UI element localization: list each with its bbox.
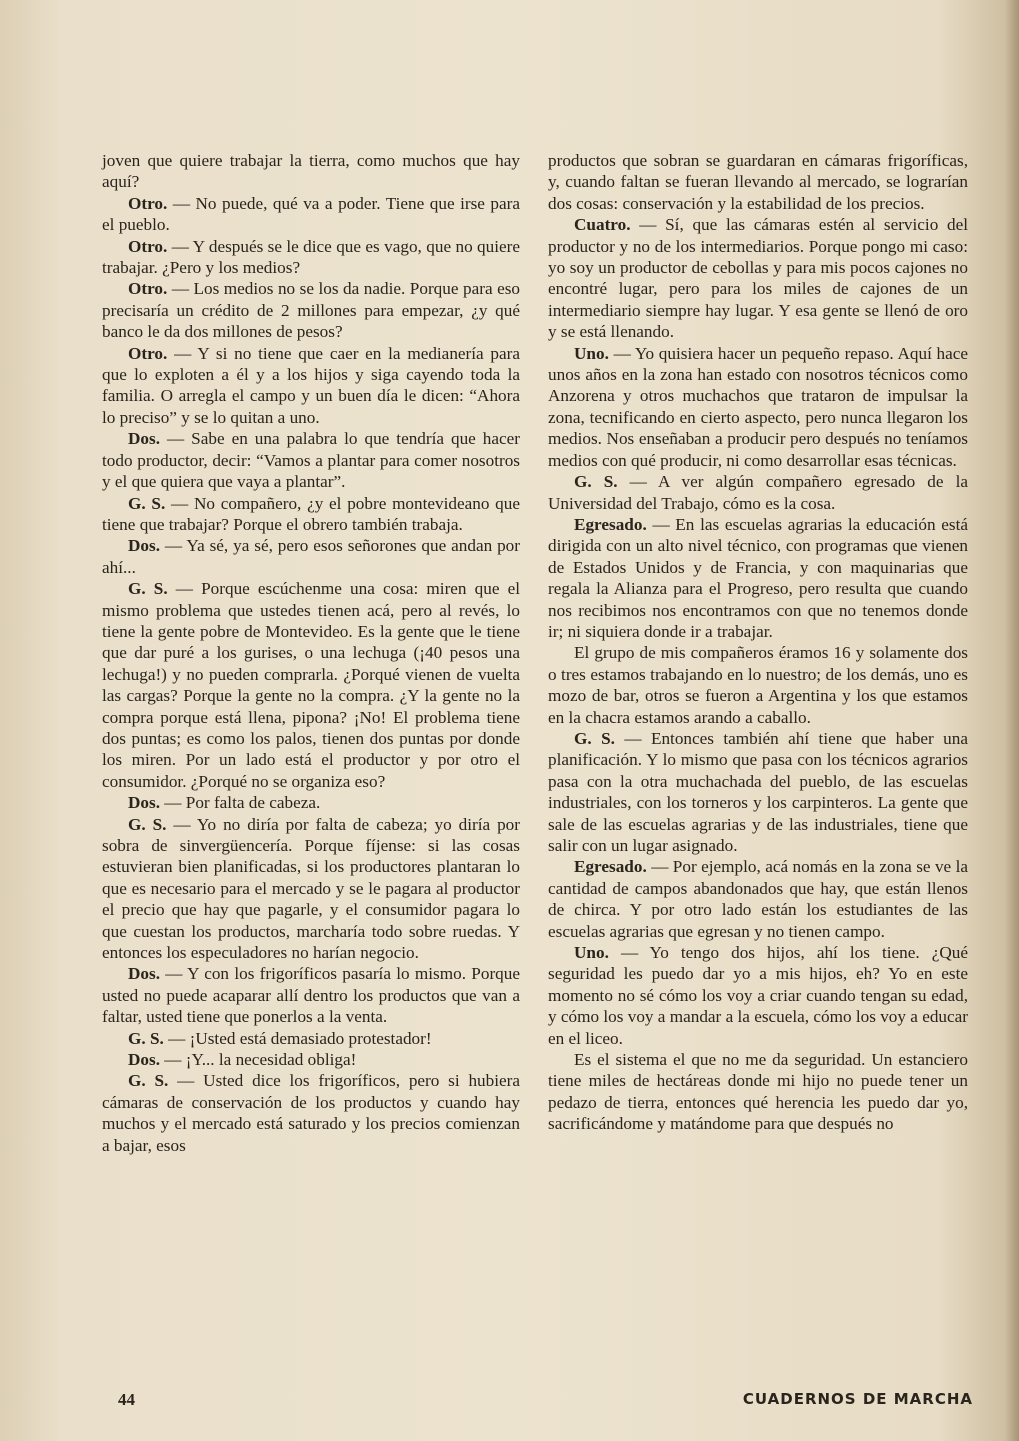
speaker-label: G. S. [128, 1071, 169, 1091]
paragraph-text: — Yo tengo dos hijos, ahí los tiene. ¿Qué seguridad les puedo dar yo a mis hijos, eh? Yo en este momento no sé cómo los voy a criar cuando tengan su edad, y cómo los voy a mandar a la escuela, cómo los voy a educar en el liceo. [548, 943, 969, 1048]
speaker-label: Egresado. [574, 857, 647, 877]
speaker-label: G. S. [128, 579, 168, 599]
speaker-label: Uno. [574, 943, 609, 963]
paragraph-text: — No puede, qué va a poder. Tiene que irse para el pueblo. [102, 193, 520, 235]
speaker-label: Dos. [128, 429, 160, 449]
paragraph-text: — Y con los frigoríficos pasaría lo mismo. Porque usted no puede acaparar allí dentro los productos que van a faltar, usted tiene que ponerlos a la venta. [102, 964, 520, 1027]
speaker-label: Dos. [128, 536, 160, 556]
dialogue-paragraph [102, 493, 520, 536]
paragraph-text: — ¡Y... la necesidad obliga! [164, 1050, 357, 1070]
paragraph-text: — Y después se le dice que es vago, que no quiere trabajar. ¿Pero y los medios? [102, 236, 521, 278]
dialogue-paragraph [102, 1049, 520, 1070]
paragraph-text: — Sí, que las cámaras estén al servicio del productor y no de los intermediarios. Porque pongo mi caso: yo soy un productor de cebollas y para mis pocos cajones no encontré lugar, pero para los miles de cajones de un intermediario siempre hay lugar. Y esa gente se llenó de oro y se está llenando. [548, 215, 969, 342]
dialogue-paragraph [102, 428, 520, 492]
speaker-label: G. S. [128, 493, 166, 513]
speaker-label: Otro. [128, 343, 168, 363]
page-footer [0, 1390, 1019, 1414]
speaker-label: Otro. [128, 279, 168, 299]
dialogue-paragraph [102, 963, 520, 1027]
paragraph-text: Es el sistema el que no me da seguridad. Un estanciero tiene miles de hectáreas donde mi hijo no puede tener un pedazo de tierra, entonces qué herencia les puedo dar yo, sacrificándome y matándome para que después no [548, 1050, 968, 1134]
dialogue-paragraph [548, 728, 968, 856]
speaker-label: G. S. [128, 814, 167, 834]
speaker-label: Dos. [128, 964, 160, 984]
dialogue-paragraph [102, 150, 520, 193]
paragraph-text: — Ya sé, ya sé, pero esos señorones que andan por ahí... [102, 536, 520, 577]
dialogue-paragraph [548, 150, 968, 214]
page-number: 44 [118, 1390, 135, 1409]
dialogue-paragraph [102, 792, 520, 813]
left-column [102, 150, 520, 1156]
dialogue-paragraph [102, 236, 520, 279]
dialogue-paragraph [102, 814, 520, 964]
dialogue-paragraph [548, 343, 968, 471]
paragraph-text: productos que sobran se guardaran en cámaras frigoríficas, y, cuando faltan se fueran llevando al mercado, se lograrían dos cosas: conservación y la estabilidad de los precios. [548, 151, 968, 213]
speaker-label: Cuatro. [574, 215, 631, 235]
paragraph-text: — Usted dice los frigoríficos, pero si hubiera cámaras de conservación de los productos y cuando hay muchos y el mercado está saturado y los precios comienzan a bajar, esos [102, 1071, 520, 1155]
paragraph-text: — A ver algún compañero egresado de la Universidad del Trabajo, cómo es la cosa. [548, 472, 968, 513]
dialogue-paragraph [548, 514, 968, 642]
right-column [548, 150, 968, 1135]
paragraph-text: — Porque escúchenme una cosa: miren que el mismo problema que ustedes tienen acá, pero al revés, lo tiene la gente pobre de Montevideo. Es la gente que le tiene que dar puré a los gurises, o una lechuga (¡40 pesos una lechuga!) y no pueden comprarla. ¿Porqué vienen de vuelta las cargas? Porque la gente no la compra. ¿Y la gente no la compra porque está llena, pipona? ¡No! El problema tiene dos puntas; es como los palos, tienen dos puntas por donde los miren. Por un lado está el productor y por otro el consumidor. ¿Porqué no se organiza eso? [102, 579, 520, 791]
dialogue-paragraph [548, 642, 968, 728]
dialogue-paragraph [102, 193, 520, 236]
dialogue-paragraph [548, 942, 968, 1049]
dialogue-paragraph [548, 856, 968, 942]
dialogue-paragraph [102, 578, 520, 792]
speaker-label: Egresado. [574, 514, 647, 534]
paragraph-text: — Yo quisiera hacer un pequeño repaso. Aquí hace unos años en la zona han estado con nosotros técnicos como Anzorena y otros muchachos que trataron de impulsar la zona, tecnificando en cierto aspecto, pero nunca llegaron los medios. Nos enseñaban a producir pero después no teníamos medios con qué producir, ni como desarrollar esas técnicas. [548, 343, 969, 470]
paragraph-text: El grupo de mis compañeros éramos 16 y solamente dos o tres estamos trabajando en lo nuestro; de los demás, uno es mozo de bar, otros se fueron a Argentina y los que estamos en la chacra estamos arando a caballo. [548, 643, 968, 727]
dialogue-paragraph [548, 1049, 968, 1135]
dialogue-paragraph [102, 1070, 520, 1156]
dialogue-paragraph [102, 535, 520, 578]
magazine-title: CUADERNOS DE MARCHA [742, 1390, 973, 1408]
dialogue-paragraph [548, 471, 968, 514]
dialogue-paragraph [102, 278, 520, 342]
paragraph-text: — En las escuelas agrarias la educación está dirigida con un alto nivel técnico, con programas que vienen de Estados Unidos y de Francia, y con maquinarias que regala la Alianza para el Progreso, pero resulta que cuando nos recibimos nos encontramos con que no tenemos donde ir; ni siquiera donde ir a trabajar. [548, 514, 968, 641]
speaker-label: Otro. [128, 193, 168, 213]
speaker-label: Uno. [574, 343, 609, 363]
paragraph-text: — Sabe en una palabra lo que tendría que hacer todo productor, decir: “Vamos a plantar para comer nosotros y el que quiera que vaya a plantar”. [102, 429, 521, 492]
speaker-label: Dos. [128, 793, 160, 813]
paragraph-text: — Y si no tiene que caer en la medianería para que lo exploten a él y a los hijos y siga cayendo toda la familia. O arregla el campo y un buen día le dicen: “Ahora lo preciso” y se lo quitan a uno. [102, 343, 520, 427]
speaker-label: Dos. [128, 1050, 160, 1070]
paragraph-text: joven que quiere trabajar la tierra, como muchos que hay aquí? [102, 151, 520, 192]
paragraph-text: — Entonces también ahí tiene que haber una planificación. Y lo mismo que pasa con los técnicos agrarios pasa con la otra muchachada del pueblo, de las escuelas industriales, con los torneros y los carpinteros. La gente que sale de las escuelas agrarias y de las industriales, tiene que salir con un lugar asignado. [548, 728, 968, 855]
speaker-label: G. S. [574, 728, 615, 748]
paragraph-text: — Yo no diría por falta de cabeza; yo diría por sobra de sinvergüencería. Porque fíjense: si las cosas estuvieran bien planificadas, si los productores plantaran lo que es necesario para el mercado y se le pagara al productor el precio que hay que pagarle, y el consumidor pagara lo que cuestan los productos, marcharía todo sobre ruedas. Y entonces los especuladores no harían negocio. [102, 814, 520, 963]
paragraph-text: — Por ejemplo, acá nomás en la zona se ve la cantidad de campos abandonados que hay, que están llenos de chirca. Y por otro lado están los estudiantes de las escuelas agrarias que egresan y no tienen campo. [548, 857, 969, 941]
dialogue-paragraph [102, 343, 520, 429]
paragraph-text: — Los medios no se los da nadie. Porque para eso precisaría un crédito de 2 millones para empezar, ¿y qué banco le da dos millones de pesos? [102, 279, 520, 342]
dialogue-paragraph [102, 1028, 520, 1049]
speaker-label: Otro. [128, 236, 168, 256]
speaker-label: G. S. [128, 1028, 164, 1048]
paragraph-text: — Por falta de cabeza. [164, 793, 321, 813]
page-edge-shadow [1005, 0, 1019, 1441]
paragraph-text: — ¡Usted está demasiado protestador! [168, 1028, 432, 1048]
dialogue-paragraph [548, 214, 968, 342]
paragraph-text: — No compañero, ¿y el pobre montevideano que tiene que trabajar? Porque el obrero también trabaja. [102, 493, 520, 534]
speaker-label: G. S. [574, 472, 618, 492]
